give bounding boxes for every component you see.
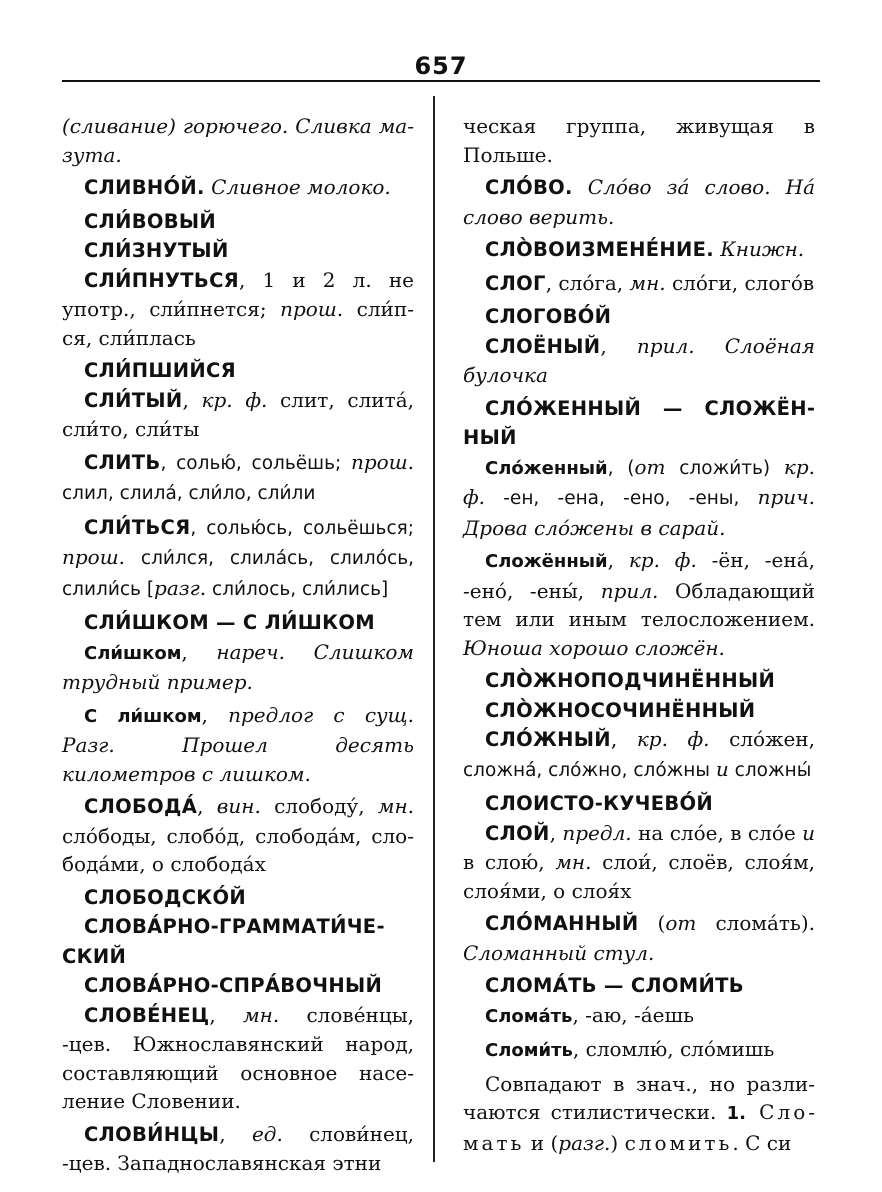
- entry-headword: СЛОМА́ТЬ — СЛОМИ́ТЬ: [485, 974, 744, 997]
- dictionary-entry: [463, 666, 815, 696]
- entry-italic-text: предл.: [562, 820, 632, 845]
- entry-headword: СЛОИСТО-КУЧЕВО́Й: [485, 792, 713, 815]
- entry-text: ,: [607, 548, 629, 572]
- entry-subheadword: Сложённый: [485, 551, 608, 572]
- entry-text: Совпадают в знач., но различаются стилистически.: [463, 1071, 815, 1124]
- entry-italic-text: мн.: [243, 1002, 280, 1027]
- entry-italic-text: предлог с сущ. Разг. Прошел десять километров с лишком.: [62, 702, 415, 786]
- entry-text: сложи́ть): [665, 457, 784, 479]
- entry-text: , сло́га,: [545, 270, 630, 295]
- entry-headword: СЛИ́ЗНУТЫЙ: [84, 239, 229, 262]
- entry-text: , солью́, сольёшь;: [160, 452, 351, 474]
- entry-italic-text: от: [634, 454, 666, 479]
- dictionary-entry: [62, 1001, 414, 1116]
- dictionary-entry: [463, 1001, 815, 1032]
- entry-headword: СЛИ́ТЫЙ: [84, 388, 183, 412]
- entry-subheadword: Сломи́ть: [485, 1040, 573, 1061]
- entry-text: ,: [182, 387, 202, 412]
- entry-text: ,: [610, 727, 637, 751]
- entry-text: ,: [201, 702, 229, 727]
- entry-text: , 1 и 2 л. не употр., сли́пнется;: [62, 267, 414, 321]
- entry-headword: СЛИ́ШКОМ — С ЛИ́ШКОМ: [84, 611, 375, 634]
- dictionary-entry: [463, 546, 815, 662]
- dictionary-entry: [62, 207, 414, 237]
- dictionary-entry: [62, 792, 414, 879]
- entry-headword: СЛОВЕ́НЕЦ: [84, 1003, 210, 1027]
- entry-italic-text: прош.: [350, 449, 414, 474]
- entry-text: сло́боды, слобо́д, слобода́м, слобода́ми, о слобода́х: [62, 823, 414, 876]
- entry-italic-text: прил. Слоёная булочка: [463, 333, 815, 387]
- dictionary-entry: [62, 173, 414, 203]
- entry-headword: СЛО́ЖЕННЫЙ — СЛОЖЁННЫЙ: [463, 396, 815, 449]
- entry-italic-text: Сливное молоко.: [204, 175, 391, 199]
- right-column: [463, 112, 815, 1161]
- entry-headword: СЛОВА́РНО-ГРАММАТИ́ЧЕСКИЙ: [62, 915, 385, 968]
- entry-text: ,: [549, 820, 563, 845]
- dictionary-entry: [463, 971, 815, 1001]
- dictionary-entry: [463, 909, 815, 967]
- entry-headword: СЛОБОДА́: [84, 795, 198, 818]
- entry-text: слит, слита́, сли́то, сли́ты: [62, 387, 414, 441]
- dictionary-entry: [62, 971, 414, 1001]
- entry-text: сли́лся, слила́сь, слило́сь, слили́сь [: [62, 548, 414, 600]
- entry-text: ,: [209, 1002, 244, 1027]
- entry-headword: СЛИ́ПШИЙСЯ: [84, 359, 236, 382]
- dictionary-entry: [62, 1120, 414, 1178]
- entry-headword: СЛИВНО́Й.: [84, 176, 205, 199]
- dictionary-entry: [463, 789, 815, 819]
- entry-text: , -аю, -а́ешь: [572, 1002, 694, 1027]
- entry-text: -ен, -ена, -ено, -ены,: [485, 488, 758, 509]
- dictionary-entry: [463, 1035, 815, 1066]
- entry-text: Обладающий тем или иным телосложением.: [463, 578, 815, 631]
- entry-italic-text: разг.: [154, 575, 207, 600]
- entry-headword: СЛО̀ЖНОПОДЧИНЁННЫЙ: [485, 669, 776, 692]
- entry-headword: СЛОВА́РНО-СПРА́ВОЧНЫЙ: [84, 974, 383, 997]
- dictionary-entry: [62, 236, 414, 266]
- dictionary-entry: [463, 394, 815, 453]
- entry-italic-text: вин.: [216, 794, 261, 818]
- entry-headword: СЛОГОВО́Й: [485, 305, 612, 328]
- entry-subheadword: 1.: [726, 1103, 746, 1124]
- entry-text: сли́лось, сли́лись]: [206, 578, 389, 600]
- entry-text: , сломлю́, сло́мишь: [572, 1037, 775, 1061]
- dictionary-entry: [463, 332, 815, 390]
- entry-text: сложны́: [728, 759, 812, 781]
- dictionary-entry: [62, 356, 414, 386]
- entry-italic-text: Сломанный стул.: [463, 940, 655, 965]
- entry-text: в слою́,: [463, 850, 556, 874]
- entry-headword: СЛО̀ВОИЗМЕНЕ́НИЕ.: [485, 238, 714, 261]
- entry-italic-text: разг.: [558, 1130, 611, 1155]
- entry-italic-text: прил.: [600, 578, 659, 603]
- dictionary-entry: [62, 513, 414, 605]
- entry-text: -ён, -ена́, -ено́, -ены́,: [463, 548, 815, 603]
- entry-subheadword: Сли́шком: [84, 642, 182, 664]
- dictionary-entry: [62, 883, 414, 913]
- entry-italic-text: Книжн.: [713, 237, 805, 261]
- entry-italic-text: прич. Дрова сло́жены в сарай.: [463, 485, 815, 540]
- entry-text: , (: [607, 457, 635, 479]
- entry-headword: СЛИ́ПНУТЬСЯ: [84, 268, 239, 292]
- dictionary-entry: [463, 696, 815, 726]
- entry-text: слове́нцы, -цев. Южнославянский народ, составляющий основное население Словении.: [62, 1002, 414, 1113]
- entry-text: ): [610, 1130, 625, 1155]
- entry-headword: СЛОВИ́НЦЫ: [84, 1122, 220, 1146]
- entry-italic-text: кр. ф.: [636, 727, 710, 751]
- entry-headword: СЛИ́ТЬСЯ: [84, 515, 191, 539]
- dictionary-entry: [463, 173, 815, 231]
- column-divider: [433, 96, 435, 1162]
- entry-italic-text: Сло́во за́ слово. На́ слово верить.: [463, 175, 815, 229]
- entry-italic-text: мн.: [555, 850, 592, 874]
- dictionary-entry: [463, 235, 815, 265]
- entry-italic-text: нареч. Слишком трудный пример.: [62, 639, 414, 694]
- entry-headword: СЛО́ВО.: [485, 176, 573, 199]
- page-number: 657: [414, 52, 468, 80]
- entry-headword: СЛОГ: [485, 271, 546, 295]
- entry-subheadword: Сло́женный: [485, 457, 608, 479]
- dictionary-entry: [62, 448, 414, 509]
- dictionary-entry: [463, 1070, 815, 1158]
- dictionary-entry: [463, 725, 815, 785]
- entry-text: сло́ги, слого́в: [665, 270, 815, 295]
- entry-text: (: [638, 911, 666, 935]
- entry-text: слои́, слоёв, слоя́м, слоя́ми, о слоя́х: [463, 850, 815, 903]
- entry-italic-text: (сливание) горючего. Сливка мазута.: [62, 114, 414, 167]
- dictionary-entry: [62, 912, 414, 971]
- entry-italic-text: прош.: [62, 545, 126, 569]
- entry-headword: СЛО́МАННЫЙ: [485, 912, 639, 935]
- dictionary-entry: [463, 453, 815, 543]
- dictionary-entry: [62, 266, 414, 353]
- entry-text: слома́ть).: [696, 911, 815, 935]
- dictionary-entry: [62, 701, 414, 789]
- dictionary-entry: [463, 302, 815, 332]
- entry-headword: СЛОЙ: [485, 821, 550, 845]
- entry-headword: СЛОЁНЫЙ: [485, 334, 601, 358]
- entry-text: сломить: [624, 1130, 733, 1155]
- entry-text: сли́пся, сли́плась: [62, 297, 414, 350]
- entry-subheadword: С ли́шком: [84, 705, 202, 727]
- entry-italic-text: мн.: [629, 270, 666, 295]
- entry-text: , солью́сь, сольёшься;: [190, 517, 414, 539]
- entry-italic-text: прош.: [280, 297, 344, 321]
- entry-italic-text: кр. ф.: [628, 548, 697, 572]
- entry-headword: СЛО́ЖНЫЙ: [485, 728, 611, 751]
- entry-italic-text: и: [715, 756, 729, 781]
- entry-italic-text: и: [802, 820, 815, 845]
- entry-italic-text: кр. ф.: [463, 454, 815, 509]
- entry-text: слови́нец, -цев. Западнославянская этни: [62, 1121, 415, 1175]
- entry-text: ческая группа, живущая в Польше.: [463, 114, 815, 167]
- header-rule: [62, 80, 820, 82]
- entry-italic-text: ед.: [251, 1121, 283, 1146]
- dictionary-entry: [463, 269, 815, 299]
- entry-subheadword: Слома́ть: [485, 1005, 573, 1027]
- dictionary-entry: [62, 608, 414, 638]
- dictionary-entry: [463, 819, 815, 906]
- entry-text: ,: [219, 1121, 252, 1146]
- entry-text: слил, слила́, сли́ло, сли́ли: [62, 483, 316, 504]
- entry-text: и (: [524, 1130, 559, 1155]
- entry-italic-text: кр. ф.: [201, 387, 268, 412]
- entry-italic-text: от: [665, 911, 697, 935]
- dictionary-entry: [463, 112, 815, 169]
- entry-headword: СЛИТЬ: [84, 450, 161, 474]
- entry-text: ,: [181, 639, 217, 664]
- entry-headword: СЛОБОДСКО́Й: [84, 885, 247, 909]
- left-column: [62, 112, 414, 1182]
- dictionary-entry: [62, 112, 414, 169]
- entry-text: слободу́,: [260, 794, 378, 818]
- entry-text: ,: [600, 333, 637, 358]
- dictionary-entry: [62, 638, 414, 697]
- entry-text: . С си: [732, 1130, 792, 1155]
- entry-text: сложна́, сло́жно, сло́жны: [463, 759, 716, 781]
- entry-italic-text: Юноша хорошо сложён.: [463, 635, 725, 660]
- entry-text: Сломать: [463, 1100, 815, 1155]
- entry-text: сло́жен,: [709, 727, 815, 751]
- entry-headword: СЛИ́ВОВЫЙ: [84, 209, 217, 233]
- entry-italic-text: мн.: [377, 794, 414, 818]
- dictionary-entry: [62, 386, 414, 444]
- entry-headword: СЛО̀ЖНОСОЧИНЁННЫЙ: [485, 698, 756, 722]
- entry-text: ,: [197, 794, 217, 818]
- entry-text: на сло́е, в сло́е: [631, 820, 803, 845]
